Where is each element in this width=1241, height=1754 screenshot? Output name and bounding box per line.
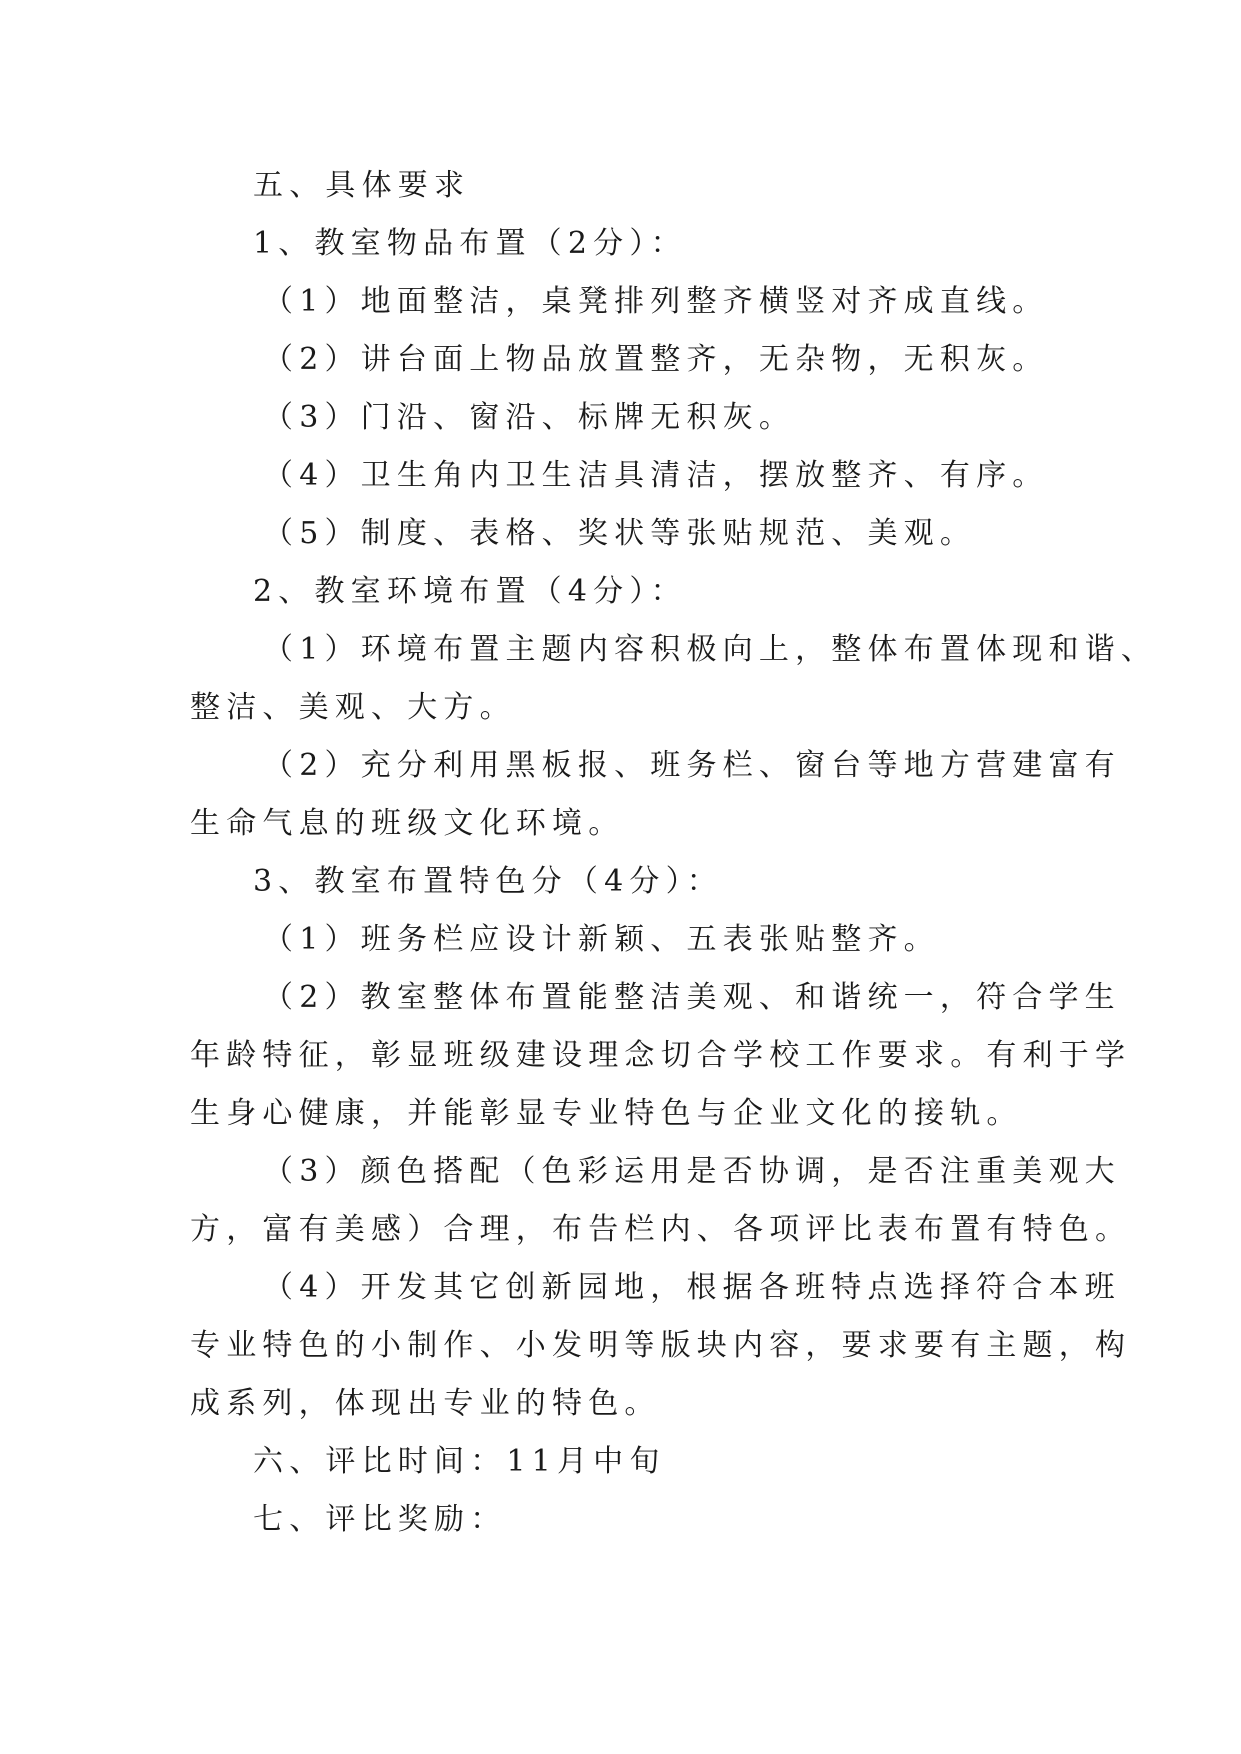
section-heading-requirements: 五、具体要求: [253, 168, 471, 203]
list-item: （1）环境布置主题内容积极向上，整体布置体现和谐、: [263, 632, 1158, 667]
list-item-continuation: 生身心健康，并能彰显专业特色与企业文化的接轨。: [190, 1096, 1023, 1131]
section-heading-evaluation-time: 六、评比时间：11月中旬: [253, 1444, 666, 1479]
list-item-continuation: 成系列，体现出专业的特色。: [190, 1386, 661, 1421]
list-item: （5）制度、表格、奖状等张贴规范、美观。: [263, 516, 977, 551]
list-item: （2）充分利用黑板报、班务栏、窗台等地方营建富有: [263, 748, 1121, 783]
list-item: （2）教室整体布置能整洁美观、和谐统一，符合学生: [263, 980, 1121, 1015]
list-item-continuation: 方，富有美感）合理，布告栏内、各项评比表布置有特色。: [190, 1212, 1132, 1247]
list-item: （4）开发其它创新园地，根据各班特点选择符合本班: [263, 1270, 1121, 1305]
list-item-continuation: 专业特色的小制作、小发明等版块内容，要求要有主题，构: [190, 1328, 1132, 1363]
section-heading-evaluation-rewards: 七、评比奖励：: [253, 1502, 507, 1537]
subheading-classroom-items: 1、教室物品布置（2分）：: [253, 226, 687, 261]
subheading-classroom-features: 3、教室布置特色分（4分）：: [253, 864, 723, 899]
list-item-continuation: 生命气息的班级文化环境。: [190, 806, 625, 841]
list-item-continuation: 年龄特征，彰显班级建设理念切合学校工作要求。有利于学: [190, 1038, 1132, 1073]
subheading-classroom-environment: 2、教室环境布置（4分）：: [253, 574, 687, 609]
list-item: （3）门沿、窗沿、标牌无积灰。: [263, 400, 796, 435]
list-item: （2）讲台面上物品放置整齐，无杂物，无积灰。: [263, 342, 1049, 377]
list-item: （3）颜色搭配（色彩运用是否协调，是否注重美观大: [263, 1154, 1121, 1189]
list-item: （1）地面整洁，桌凳排列整齐横竖对齐成直线。: [263, 284, 1049, 319]
list-item: （1）班务栏应设计新颖、五表张贴整齐。: [263, 922, 940, 957]
list-item-continuation: 整洁、美观、大方。: [190, 690, 516, 725]
list-item: （4）卫生角内卫生洁具清洁，摆放整齐、有序。: [263, 458, 1049, 493]
